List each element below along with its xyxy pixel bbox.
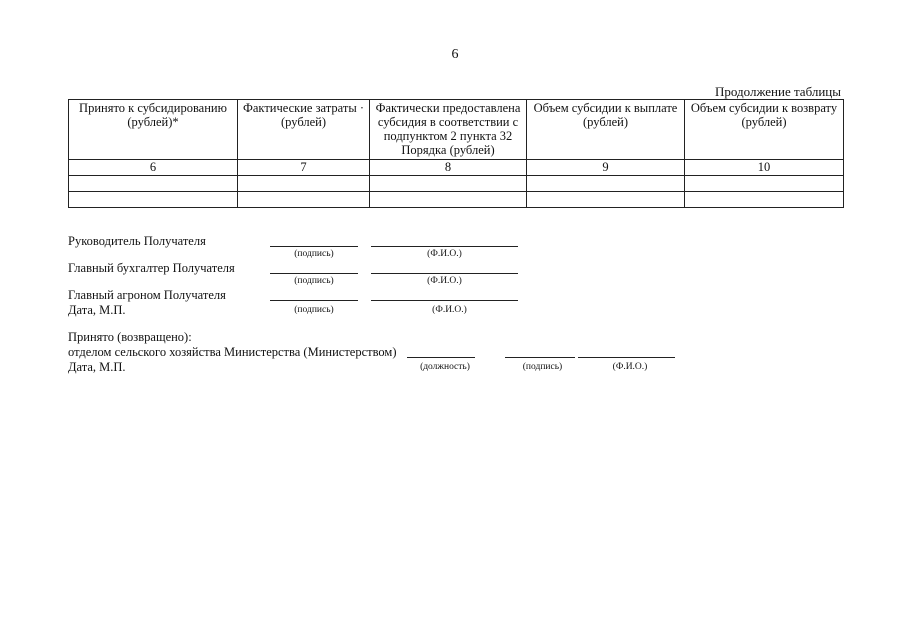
table-cell: [685, 192, 844, 208]
date-stamp-label: Дата, М.П.: [68, 303, 126, 317]
header-accepted-for-subsidy: Принято к субсидированию (рублей)*: [69, 100, 238, 160]
table-cell: [370, 176, 527, 192]
table-cell: [527, 192, 685, 208]
head-of-recipient-label: Руководитель Получателя: [68, 234, 206, 248]
header-actual-subsidy-provided: Фактически предоставлена субсидия в соответствии с подпунктом 2 пункта 32 Порядка (рублей): [370, 100, 527, 160]
table-cell: [370, 192, 527, 208]
table-continuation-label: Продолжение таблицы: [715, 84, 841, 99]
table-cell: [685, 176, 844, 192]
column-number: 8: [370, 160, 527, 176]
head-signature-caption: (подпись): [294, 249, 334, 259]
ministry-signature-caption: (подпись): [522, 362, 563, 372]
accountant-signature-caption: (подпись): [294, 276, 334, 286]
agronomist-fio-caption: (Ф.И.О.): [432, 305, 467, 315]
column-number: 6: [69, 160, 238, 176]
table-cell: [238, 192, 370, 208]
accepted-returned-label: Принято (возвращено):: [68, 330, 192, 344]
agronomist-signature-line: [270, 300, 358, 301]
chief-agronomist-label: Главный агроном Получателя: [68, 288, 226, 302]
subsidy-table: [68, 99, 844, 208]
position-line: [407, 357, 475, 358]
column-number: 10: [685, 160, 844, 176]
accountant-signature-line: [270, 273, 358, 274]
table-cell: [69, 176, 238, 192]
header-actual-costs: Фактические затраты · (рублей): [238, 100, 370, 160]
ministry-fio-line: [578, 357, 675, 358]
head-signature-line: [270, 246, 358, 247]
column-number: 7: [238, 160, 370, 176]
head-fio-caption: (Ф.И.О.): [427, 249, 462, 259]
head-fio-line: [371, 246, 518, 247]
page-number: 6: [451, 47, 459, 62]
table-row: [69, 160, 844, 176]
column-number: 9: [527, 160, 685, 176]
accountant-fio-line: [371, 273, 518, 274]
position-caption: (должность): [420, 362, 470, 372]
chief-accountant-label: Главный бухгалтер Получателя: [68, 261, 235, 275]
table-row: [69, 192, 844, 208]
table-cell: [527, 176, 685, 192]
ministry-department-label: отделом сельского хозяйства Министерства (Министерством): [68, 345, 397, 359]
accountant-fio-caption: (Ф.И.О.): [427, 276, 462, 286]
table-cell: [69, 192, 238, 208]
agronomist-fio-line: [371, 300, 518, 301]
ministry-date-stamp-label: Дата, М.П.: [68, 360, 126, 374]
agronomist-signature-caption: (подпись): [294, 305, 334, 315]
table-header-row: [69, 100, 844, 160]
ministry-fio-caption: (Ф.И.О.): [612, 362, 648, 372]
ministry-signature-line: [505, 357, 575, 358]
header-subsidy-to-return: Объем субсидии к возврату (рублей): [685, 100, 844, 160]
header-subsidy-to-pay: Объем субсидии к выплате (рублей): [527, 100, 685, 160]
table-row: [69, 176, 844, 192]
table-cell: [238, 176, 370, 192]
